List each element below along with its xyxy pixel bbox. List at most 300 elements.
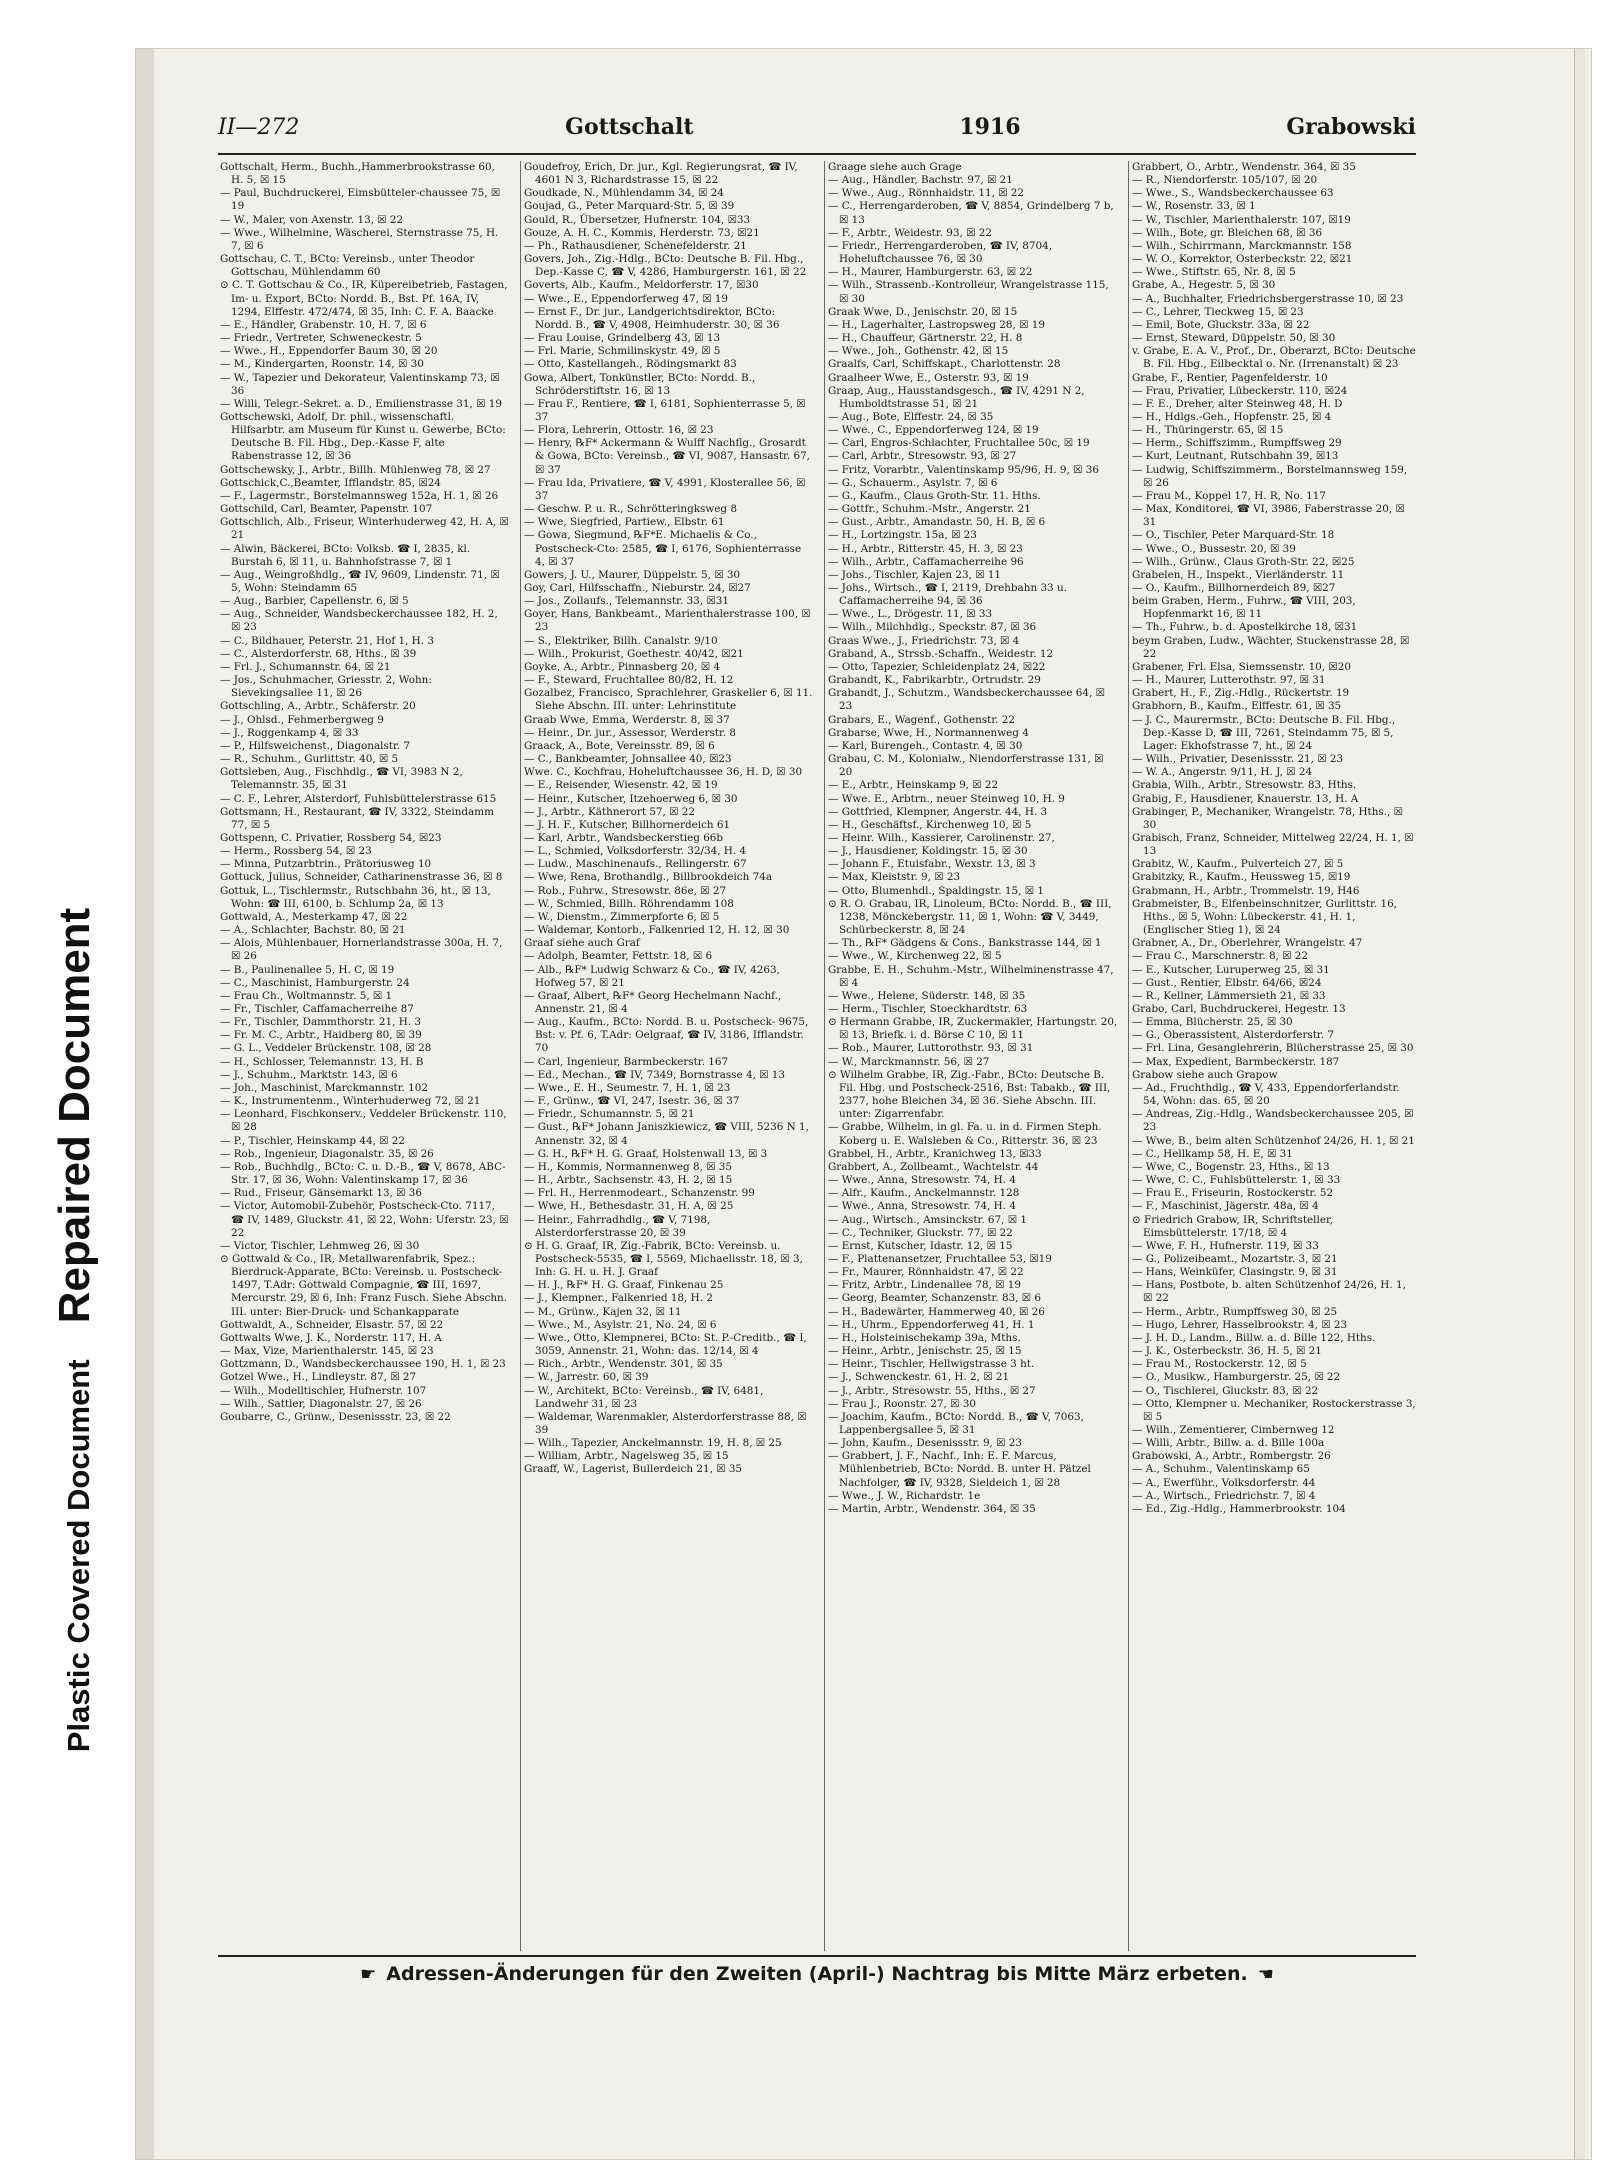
directory-entry: — F. E., Dreher, alter Steinweg 48, H. D	[1132, 397, 1343, 410]
directory-entry: Goyer, Hans, Bankbeamt., Marienthalerstrasse 100, ☒ 23	[524, 608, 811, 634]
directory-entry: — Wwe, F. H., Hufnerstr. 119, ☒ 33	[1132, 1239, 1319, 1252]
directory-entry: — H., Schlosser, Telemannstr. 13, H. B	[220, 1055, 424, 1068]
directory-entry: — Frl. Marie, Schmilinskystr. 49, ☒ 5	[524, 345, 721, 358]
directory-entry: — Max, Konditorei, ☎ VI, 3986, Faberstrasse 20, ☒ 31	[1132, 503, 1405, 529]
directory-entry: — Carl, Ingenieur, Barmbeckerstr. 167	[524, 1055, 729, 1068]
directory-entry: — Waldemar, Kontorb., Falkenried 12, H. 12, ☒ 30	[524, 924, 790, 937]
directory-entry: — Wilh., Prokurist, Goethestr. 40/42, ☒21	[524, 647, 744, 660]
directory-entry: — Rich., Arbtr., Wendenstr. 301, ☒ 35	[524, 1358, 723, 1371]
directory-entry: — Frau Ch., Woltmannstr. 5, ☒ 1	[220, 989, 393, 1002]
directory-entry: Graaf siehe auch Graf	[524, 937, 640, 950]
directory-entry: ⊙ H. G. Graaf, IR, Zig.-Fabrik, BCto: Vereinsb. u. Postscheck-5535, ☎ I, 5569, Michaelisstr. 18, ☒ 3, Inh: G. H. u. H. J. Graaf	[524, 1239, 803, 1279]
directory-entry: — Gust., ℞F* Johann Janiszkiewicz, ☎ VIII, 5236 N 1, Annenstr. 32, ☒ 4	[524, 1121, 809, 1147]
directory-entry: Grabbe, E. H., Schuhm.-Mstr., Wilhelminenstrasse 47, ☒ 4	[828, 963, 1114, 989]
directory-entry: — Rob., Ingenieur, Diagonalstr. 35, ☒ 26	[220, 1147, 434, 1160]
directory-entry: Graab Wwe, Emma, Werderstr. 8, ☒ 37	[524, 713, 730, 726]
directory-entry: — M., Kindergarten, Roonstr. 14, ☒ 30	[220, 358, 424, 371]
directory-entry: — Wilh., Arbtr., Caffamacherreihe 96	[828, 555, 1024, 568]
directory-entry: Gottschick,C.,Beamter, Ifflandstr. 85, ☒24	[220, 476, 441, 489]
directory-entry: — Otto, Tapezier, Schleidenplatz 24, ☒22	[828, 660, 1046, 673]
directory-entry: — J. H. D., Landm., Billw. a. d. Bille 122, Hths.	[1132, 1331, 1376, 1344]
directory-entry: — Johann F., Etuisfabr., Wexstr. 13, ☒ 3	[828, 858, 1036, 871]
directory-entry: — W. O., Korrektor, Osterbeckstr. 22, ☒21	[1132, 253, 1353, 266]
directory-entry: — Aug., Kaufm., BCto: Nordd. B. u. Postscheck- 9675, Bst: v. Pf. 6, T.Adr: Oelgraaf, ☎ IV, 3186, Ifflandstr. 70	[524, 1016, 809, 1055]
directory-entry: — H., Chauffeur, Gärtnerstr. 22, H. 8	[828, 332, 1023, 345]
directory-entry: Gottspenn, C. Privatier, Rossberg 54, ☒23	[220, 831, 442, 844]
directory-entry: — L., Schmied, Volksdorferstr. 32/34, H. 4	[524, 845, 747, 858]
directory-entry: — Herm., Arbtr., Rumpffsweg 30, ☒ 25	[1132, 1305, 1338, 1318]
directory-entry: — Aug., Schneider, Wandsbeckerchaussee 182, H. 2, ☒ 23	[220, 608, 498, 634]
directory-entry: Grabmann, H., Arbtr., Trommelstr. 19, H46	[1132, 884, 1360, 897]
directory-entry: beim Graben, Herm., Fuhrw., ☎ VIII, 203, Hopfenmarkt 16, ☒ 11	[1132, 595, 1356, 621]
directory-entry: — Hans, Postbote, b. alten Schützenhof 24/26, H. 1, ☒ 22	[1132, 1279, 1406, 1305]
pointing-hand-right-icon: ☛	[360, 1964, 377, 1985]
directory-entry: — Wwe., Wilhelmine, Wäscherei, Sternstrasse 75, H. 7, ☒ 6	[220, 226, 499, 252]
directory-entry: — Hans, Weinküfer, Clasingstr. 9, ☒ 31	[1132, 1266, 1338, 1279]
directory-entry: — Th., Fuhrw., b. d. Apostelkirche 18, ☒31	[1132, 621, 1358, 634]
directory-entry: Gould, R., Übersetzer, Hufnerstr. 104, ☒33	[524, 213, 751, 226]
directory-entry: — Gust., Rentier, Elbstr. 64/66, ☒24	[1132, 976, 1322, 989]
directory-entry: Gottsmann, H., Restaurant, ☎ IV, 3322, Steindamm 77, ☒ 5	[220, 805, 494, 831]
directory-entry: — J., Schwenckestr. 61, H. 2, ☒ 21	[828, 1371, 1010, 1384]
directory-entry: Grabner, A., Dr., Oberlehrer, Wrangelstr. 47	[1132, 937, 1363, 950]
directory-entry: — M., Grünw., Kajen 32, ☒ 11	[524, 1305, 682, 1318]
directory-entry: — W., Marckmannstr. 56, ☒ 27	[828, 1055, 990, 1068]
directory-entry: — C., Hellkamp 58, H. E, ☒ 31	[1132, 1147, 1293, 1160]
directory-entry: — Friedr., Vertreter, Schweneckestr. 5	[220, 332, 422, 345]
directory-entry: — Willi, Telegr.-Sekret. a. D., Emilienstrasse 31, ☒ 19	[220, 397, 502, 410]
footer-rule	[218, 1955, 1416, 1957]
directory-entry: Gozalbez, Francisco, Sprachlehrer, Graskeller 6, ☒ 11. Siehe Abschn. III. unter: Lehrinstitute	[524, 687, 813, 713]
document-side-label	[20, 680, 130, 1980]
directory-entry: — W., Rosenstr. 33, ☒ 1	[1132, 200, 1256, 213]
directory-entry: — K., Instrumentenm., Winterhuderweg 72, ☒ 21	[220, 1095, 481, 1108]
directory-entry: — Heinr., Tischler, Hellwigstrasse 3 ht.	[828, 1358, 1035, 1371]
directory-entry: — Frau E., Friseurin, Rostockerstr. 52	[1132, 1187, 1334, 1200]
directory-entry: — Frl. Lina, Gesanglehrerin, Blücherstrasse 25, ☒ 30	[1132, 1042, 1414, 1055]
directory-entry: Grabisch, Franz, Schneider, Mittelweg 22/24, H. 1, ☒ 13	[1132, 831, 1414, 858]
directory-entry: ⊙ Gottwald & Co., IR, Metallwarenfabrik, Spez.: Bierdruck-Apparate, BCto: Vereinsb. u. Postscheck-1497, T.Adr: Gottwald Compagnie, ☎ III, 1697, Mercurstr. 29, ☒ 6, Inh: Franz Fusch. Siehe Abschn. III. unter: Bier-Druck- und Schankapparate	[220, 1252, 508, 1318]
directory-entry: — F., Arbtr., Weidestr. 93, ☒ 22	[828, 226, 992, 239]
directory-entry: — H., Thüringerstr. 65, ☒ 15	[1132, 424, 1284, 437]
plastic-covered-label: Plastic Covered Document	[61, 1359, 96, 1753]
directory-entry: Goudkade, N., Mühlendamm 34, ☒ 24	[524, 187, 724, 200]
directory-entry: — G. H., ℞F* H. G. Graaf, Holstenwall 13, ☒ 3	[524, 1147, 768, 1160]
directory-entry: Gottschewsky, J., Arbtr., Billh. Mühlenweg 78, ☒ 27	[220, 463, 491, 476]
directory-entry: Grabandt, K., Fabrikarbtr., Ortrudstr. 29	[828, 674, 1041, 687]
directory-entry: ⊙ Hermann Grabbe, IR, Zuckermakler, Hartungstr. 20, ☒ 13, Briefk. i. d. Börse C 10, ☒ 11	[828, 1016, 1118, 1042]
directory-entry: Gottschlich, Alb., Friseur, Winterhuderweg 42, H. A, ☒ 21	[220, 516, 509, 542]
directory-entry: — Wilh., Bote, gr. Bleichen 68, ☒ 36	[1132, 226, 1323, 239]
directory-entry: Goverts, Alb., Kaufm., Meldorferstr. 17, ☒30	[524, 279, 759, 292]
directory-entry: — Victor, Automobil-Zubehör, Postscheck-Cto. 7117, ☎ IV, 1489, Gluckstr. 41, ☒ 22, Wohn: Uferstr. 23, ☒ 22	[220, 1200, 509, 1239]
directory-entry: Grabmeister, B., Elfenbeinschnitzer, Gurlittstr. 16, Hths., ☒ 5, Wohn: Lübeckerstr. 41, H. 1, (Englischer Stieg 1), ☒ 24	[1132, 897, 1397, 937]
directory-entry: — Wilh., Tapezier, Anckelmannstr. 19, H. 8, ☒ 25	[524, 1437, 782, 1450]
directory-entry: Grabert, H., F., Zig.-Hdlg., Rückertstr. 19	[1132, 687, 1350, 700]
directory-entry: — Minna, Putzarbtrin., Prätoriusweg 10	[220, 858, 432, 871]
directory-entry: — Aug., Barbier, Capellenstr. 6, ☒ 5	[220, 595, 409, 608]
directory-entry: — F., Steward, Fruchtallee 80/82, H. 12	[524, 674, 734, 687]
directory-entry: Grabhorn, B., Kaufm., Elffestr. 61, ☒ 35	[1132, 700, 1342, 713]
directory-entry: — Paul, Buchdruckerei, Eimsbütteler-chaussee 75, ☒ 19	[220, 187, 501, 213]
directory-page	[135, 48, 1592, 2160]
directory-entry: — Wwe., E., Eppendorferweg 47, ☒ 19	[524, 292, 729, 305]
directory-entry: — Grabbe, Wilhelm, in gl. Fa. u. in d. Firmen Steph. Koberg u. E. Walsleben & Co., Ritterstr. 36, ☒ 23	[828, 1121, 1102, 1147]
directory-entry: — Herm., Tischler, Stoeckhardtstr. 63	[828, 1003, 1028, 1015]
directory-entry: — W. A., Angerstr. 9/11, H. J, ☒ 24	[1132, 766, 1313, 779]
directory-entry: ⊙ C. T. Gottschau & Co., IR, Küpereibetrieb, Fastagen, Im- u. Export, BCto: Nordd. B., Bst. Pf. 16A, IV, 1294, Elffestr. 472/474, ☒ 35, Inh: C. F. A. Baacke	[220, 279, 508, 318]
directory-entry: — Ernst F., Dr. jur., Landgerichtsdirektor, BCto: Nordd. B., ☎ V, 4908, Heimhuderstr. 30, ☒ 36	[524, 305, 780, 331]
directory-entry: — Heinr., Fahrradhdlg., ☎ V, 7198, Alsterdorferstrasse 20, ☒ 39	[524, 1213, 711, 1239]
directory-entry: Gowers, J. U., Maurer, Düppelstr. 5, ☒ 30	[524, 568, 741, 581]
directory-entry: — Gowa, Siegmund, ℞F*E. Michaelis & Co., Postscheck-Cto: 2585, ☎ I, 6176, Sophienterrasse 4, ☒ 37	[524, 529, 802, 568]
directory-column-1	[220, 161, 510, 1951]
directory-entry: — Martin, Arbtr., Wendenstr. 364, ☒ 35	[828, 1502, 1036, 1515]
page-number: II—272	[218, 114, 300, 140]
footer-notice: Adressen-Änderungen für den Zweiten (April-) Nachtrag bis Mitte März erbeten.	[386, 1963, 1248, 1985]
directory-entry: — G., Kaufm., Claus Groth-Str. 11. Hths.	[828, 489, 1041, 502]
directory-entry: — Max, Expedient, Barmbeckerstr. 187	[1132, 1055, 1340, 1068]
directory-entry: Grabinger, P., Mechaniker, Wrangelstr. 78, Hths., ☒ 30	[1132, 805, 1403, 831]
directory-entry: ⊙ R. O. Grabau, IR, Linoleum, BCto: Nordd. B., ☎ III, 1238, Mönckebergstr. 11, ☒ 1, Wohn: ☎ V, 3449, Schürbeckerstr. 8, ☒ 24	[828, 897, 1112, 937]
directory-entry: Grabener, Frl. Elsa, Siemssenstr. 10, ☒20	[1132, 660, 1351, 673]
directory-entry: — J. H. F., Kutscher, Billhornerdeich 61	[524, 818, 731, 831]
directory-entry: — O., Musikw., Hamburgerstr. 25, ☒ 22	[1132, 1371, 1341, 1384]
directory-entry: Gottwald, A., Mesterkamp 47, ☒ 22	[220, 910, 408, 923]
directory-entry: Graband, A., Strssb.-Schaffn., Weidestr. 12	[828, 647, 1054, 660]
directory-entry: — G., Polizeibeamt., Mozartstr. 3, ☒ 21	[1132, 1252, 1338, 1265]
directory-entry: — B., Paulinenallee 5, H. C, ☒ 19	[220, 963, 395, 976]
directory-entry: — Frau M., Koppel 17, H. R, No. 117	[1132, 489, 1326, 502]
directory-entry: Grabow siehe auch Grapow	[1132, 1068, 1278, 1081]
directory-entry: — H., Hdlgs.-Geh., Hopfenstr. 25, ☒ 4	[1132, 410, 1332, 423]
directory-entry: — O., Kaufm., Billhornerdeich 89, ☒27	[1132, 582, 1336, 594]
directory-entry: Grabarse, Wwe, H., Normannenweg 4	[828, 726, 1029, 739]
directory-entry: — E., Reisender, Wiesenstr. 42, ☒ 19	[524, 779, 718, 792]
directory-entry: — Heinr., Arbtr., Jenischstr. 25, ☒ 15	[828, 1345, 1022, 1358]
directory-entry: — A., Buchhalter, Friedrichsbergerstrasse 10, ☒ 23	[1132, 292, 1404, 305]
directory-entry: — J., Schuhm., Marktstr. 143, ☒ 6	[220, 1068, 398, 1081]
directory-entry: — H., Maurer, Hamburgerstr. 63, ☒ 22	[828, 266, 1033, 279]
directory-entry: — G. L., Veddeler Brückenstr. 108, ☒ 28	[220, 1042, 432, 1055]
directory-entry: Grabbert, O., Arbtr., Wendenstr. 364, ☒ 35	[1132, 161, 1356, 173]
directory-entry: — Wwe, Siegfried, Partiew., Elbstr. 61	[524, 516, 725, 529]
directory-entry: — Ludwig, Schiffszimmerm., Borstelmannsweg 159, ☒ 26	[1132, 463, 1408, 489]
directory-entry: — Wilh., Zementierer, Cimbernweg 12	[1132, 1424, 1335, 1436]
directory-entry: — Wilh., Milchhdlg., Speckstr. 87, ☒ 36	[828, 621, 1037, 634]
directory-entry: — W., Tischler, Marienthalerstr. 107, ☒19	[1132, 213, 1351, 226]
directory-entry: — Wwe., E. H., Seumestr. 7, H. 1, ☒ 23	[524, 1081, 731, 1094]
directory-entry: — Ernst, Kutscher, Idastr. 12, ☒ 15	[828, 1239, 1013, 1252]
directory-entry: — Otto, Klempner u. Mechaniker, Rostockerstrasse 3, ☒ 5	[1132, 1397, 1416, 1423]
directory-entry: — Wwe. E., Arbtrn., neuer Steinweg 10, H. 9	[828, 792, 1065, 805]
directory-entry: — Wilh., Strassenb.-Kontrolleur, Wrangelstrasse 115, ☒ 30	[828, 279, 1109, 305]
directory-entry: — P., Tischler, Heinskamp 44, ☒ 22	[220, 1134, 406, 1147]
directory-entry: — H., Kommis, Normannenweg 8, ☒ 35	[524, 1160, 733, 1173]
header-first-entry: Gottschalt	[565, 114, 694, 140]
directory-entry: — A., Schuhm., Valentinskamp 65	[1132, 1463, 1310, 1476]
directory-entry: — Aug., Weingroßhdlg., ☎ IV, 9609, Lindenstr. 71, ☒ 5, Wohn: Steindamm 65	[220, 568, 500, 594]
directory-entry: — F., Lagermstr., Borstelmannsweg 152a, H. 1, ☒ 26	[220, 489, 499, 502]
directory-entry: — Andreas, Zig.-Hdlg., Wandsbeckerchaussee 205, ☒ 23	[1132, 1108, 1414, 1134]
directory-entry: Govers, Joh., Zig.-Hdlg., BCto: Deutsche B. Fil. Hbg., Dep.-Kasse C, ☎ V, 4286, Hamburgerstr. 161, ☒ 22	[524, 253, 807, 279]
directory-entry: — Wwe, H., Bethesdastr. 31, H. A, ☒ 25	[524, 1200, 734, 1213]
directory-entry: — Rud., Friseur, Gänsemarkt 13, ☒ 36	[220, 1187, 422, 1200]
directory-entry: Gottschau, C. T., BCto: Vereinsb., unter Theodor Gottschau, Mühlendamm 60	[220, 253, 475, 279]
directory-entry: Graage siehe auch Grage	[828, 161, 962, 173]
directory-entry: — Wwe., Helene, Süderstr. 148, ☒ 35	[828, 989, 1026, 1002]
directory-entry: — Gottfried, Klempner, Angerstr. 44, H. 3	[828, 805, 1048, 818]
directory-entry: Gottuck, Julius, Schneider, Catharinenstrasse 36, ☒ 8	[220, 871, 503, 884]
header-year: 1916	[959, 114, 1021, 140]
directory-entry: — O., Tischler, Peter Marquard-Str. 18	[1132, 529, 1335, 542]
directory-entry: — Ph., Rathausdiener, Schenefelderstr. 21	[524, 239, 747, 252]
directory-column-4	[1132, 161, 1416, 1951]
directory-entry: — Wwe, C., Bogenstr. 23, Hths., ☒ 13	[1132, 1160, 1330, 1173]
directory-entry: — J., Roggenkamp 4, ☒ 33	[220, 726, 359, 739]
directory-entry: — Fritz, Arbtr., Lindenallee 78, ☒ 19	[828, 1279, 1021, 1292]
directory-entry: Gottschewski, Adolf, Dr. phil., wissenschaftl. Hilfsarbtr. am Museum für Kunst u. Gewerbe, BCto: Deutsche B. Fil. Hbg., Dep.-Kasse F, alte Rabenstrasse 12, ☒ 36	[220, 410, 506, 463]
directory-entry: — F., Plattenansetzer, Fruchtallee 53, ☒19	[828, 1252, 1052, 1265]
directory-entry: — Max, Vize, Marienthalerstr. 145, ☒ 23	[220, 1345, 434, 1358]
directory-entry: — Georg, Beamter, Schanzenstr. 83, ☒ 6	[828, 1292, 1042, 1305]
directory-entry: — Wwe., Stiftstr. 65, Nr. 8, ☒ 5	[1132, 266, 1296, 279]
directory-entry: — H., Holsteinischekamp 39a, Mths.	[828, 1331, 1021, 1344]
page-footer	[218, 1963, 1416, 1985]
directory-entry: Goujad, G., Peter Marquard-Str. 5, ☒ 39	[524, 200, 735, 213]
directory-entry: Gowa, Albert, Tonkünstler, BCto: Nordd. B., Schröderstiftstr. 16, ☒ 13	[524, 371, 756, 397]
directory-entry: — Alois, Mühlenbauer, Hornerlandstrasse 300a, H. 7, ☒ 26	[220, 937, 503, 963]
directory-entry: — Willi, Arbtr., Billw. a. d. Bille 100a	[1132, 1437, 1325, 1450]
directory-entry: — Victor, Tischler, Lehmweg 26, ☒ 30	[220, 1239, 420, 1252]
directory-entry: Gottsleben, Aug., Fischhdlg., ☎ VI, 3983 N 2, Telemannstr. 35, ☒ 31	[220, 766, 463, 792]
directory-entry: — W., Dienstm., Zimmerpforte 6, ☒ 5	[524, 910, 720, 923]
directory-entry: — Frau Ida, Privatiere, ☎ V, 4991, Klosterallee 56, ☒ 37	[524, 476, 806, 502]
directory-entry: — P., Hilfsweichenst., Diagonalstr. 7	[220, 739, 411, 752]
directory-entry: — Jos., Zollaufs., Telemannstr. 33, ☒31	[524, 595, 729, 608]
directory-entry: — Wilh., Grünw., Claus Groth-Str. 22, ☒25	[1132, 555, 1355, 568]
directory-entry: — H., Lortzingstr. 15a, ☒ 23	[828, 529, 977, 542]
directory-entry: — Hugo, Lehrer, Hasselbrookstr. 4, ☒ 23	[1132, 1318, 1348, 1331]
directory-entry: — Wwe., Joh., Gothenstr. 42, ☒ 15	[828, 345, 1009, 358]
directory-entry: — Fr., Tischler, Caffamacherreihe 87	[220, 1003, 414, 1015]
directory-entry: — Heinr., Dr. jur., Assessor, Werderstr. 8	[524, 726, 736, 739]
directory-entry: Gottschild, Carl, Beamter, Papenstr. 107	[220, 503, 433, 516]
directory-entry: — Wwe., H., Eppendorfer Baum 30, ☒ 20	[220, 345, 438, 358]
directory-entry: — W., Tapezier und Dekorateur, Valentinskamp 73, ☒ 36	[220, 371, 500, 397]
directory-entry: — Aug., Händler, Bachstr. 97, ☒ 21	[828, 174, 1013, 187]
directory-entry: — Wwe., M., Asylstr. 21, No. 24, ☒ 6	[524, 1318, 717, 1331]
directory-entry: — Fr., Maurer, Rönnhaidstr. 47, ☒ 22	[828, 1266, 1024, 1279]
directory-entry: — Ed., Zig.-Hdlg., Hammerbrookstr. 104	[1132, 1502, 1346, 1515]
directory-entry: — Fritz, Vorarbtr., Valentinskamp 95/96, H. 9, ☒ 36	[828, 463, 1099, 476]
directory-entry: — Wwe., C., Eppendorferweg 124, ☒ 19	[828, 424, 1039, 437]
directory-entry: — F., Maschinist, Jägerstr. 48a, ☒ 4	[1132, 1200, 1319, 1213]
directory-entry: Grabe, F., Rentier, Pagenfelderstr. 10	[1132, 371, 1328, 384]
directory-entry: — Friedr., Schumannstr. 5, ☒ 21	[524, 1108, 695, 1121]
directory-entry: — Wwe, C. C., Fuhlsbüttelerstr. 1, ☒ 33	[1132, 1174, 1341, 1187]
directory-entry: — Grabbert, J. F., Nachf., Inh: E. F. Marcus, Mühlenbetrieb, BCto: Nordd. B. unter H. Pätzel Nachfolger, ☎ IV, 9328, Sieldeich 1, ☒ 28	[828, 1450, 1091, 1489]
directory-entry: Wwe. C., Kochfrau, Hoheluftchaussee 36, H. D, ☒ 30	[524, 766, 803, 779]
directory-entry: — Johs., Tischler, Kajen 23, ☒ 11	[828, 568, 1002, 581]
directory-entry: — Wwe., Anna, Stresowstr. 74, H. 4	[828, 1200, 1016, 1213]
directory-entry: — Ad., Fruchthdlg., ☎ V, 433, Eppendorferlandstr. 54, Wohn: das. 65, ☒ 20	[1132, 1081, 1400, 1108]
directory-entry: — C., Alsterdorferstr. 68, Hths., ☒ 39	[220, 647, 417, 660]
page-edge	[1574, 49, 1585, 2159]
directory-entry: Goyke, A., Arbtr., Pinnasberg 20, ☒ 4	[524, 660, 720, 673]
directory-entry: — Wwe, B., beim alten Schützenhof 24/26, H. 1, ☒ 21	[1132, 1134, 1415, 1147]
directory-entry: — E., Händler, Grabenstr. 10, H. 7, ☒ 6	[220, 318, 427, 331]
directory-entry: — R., Niendorferstr. 105/107, ☒ 20	[1132, 174, 1318, 187]
directory-entry: — G., Schauerm., Asylstr. 7, ☒ 6	[828, 476, 998, 489]
directory-entry: — J. K., Osterbeckstr. 36, H. 5, ☒ 21	[1132, 1345, 1322, 1358]
directory-entry: — Emma, Blücherstr. 25, ☒ 30	[1132, 1016, 1293, 1029]
directory-entry: — W., Maler, von Axenstr. 13, ☒ 22	[220, 213, 404, 226]
directory-entry: — C., Maschinist, Hamburgerstr. 24	[220, 976, 410, 989]
directory-entry: — Friedr., Herrengarderoben, ☎ IV, 8704, Hoheluftchaussee 76, ☒ 30	[828, 239, 1053, 266]
directory-entry: — Frau F., Rentiere, ☎ I, 6181, Sophienterrasse 5, ☒ 37	[524, 397, 806, 423]
directory-entry: Gottschling, A., Arbtr., Schäferstr. 20	[220, 700, 416, 713]
directory-entry: — J. C., Maurermstr., BCto: Deutsche B. Fil. Hbg., Dep.-Kasse D, ☎ III, 7261, Steindamm 75, ☒ 5, Lager: Ekhofstrasse 7, ht., ☒ 24	[1132, 713, 1396, 752]
directory-entry: — Aug., Wirtsch., Amsinckstr. 67, ☒ 1	[828, 1213, 1027, 1226]
directory-entry: — Frl. J., Schumannstr. 64, ☒ 21	[220, 660, 391, 673]
directory-entry: Gouze, A. H. C., Kommis, Herderstr. 73, ☒21	[524, 226, 760, 239]
directory-entry: — Fr. M. C., Arbtr., Haidberg 80, ☒ 39	[220, 1029, 422, 1042]
directory-entry: — E., Arbtr., Heinskamp 9, ☒ 22	[828, 779, 999, 792]
directory-entry: Graap, Aug., Hausstandsgesch., ☎ IV, 4291 N 2, Humboldtstrasse 51, ☒ 21	[828, 384, 1085, 410]
directory-entry: — H., Lagerhalter, Lastropsweg 28, ☒ 19	[828, 318, 1045, 331]
directory-entry: — H., Maurer, Lutterothstr. 97, ☒ 31	[1132, 674, 1326, 687]
directory-entry: — Frau C., Marschnerstr. 8, ☒ 22	[1132, 950, 1308, 963]
directory-entry: — E., Kutscher, Luruperweg 25, ☒ 31	[1132, 963, 1330, 976]
directory-entry: — Wwe., S., Wandsbeckerchaussee 63	[1132, 187, 1334, 200]
directory-entry: — C., Herrengarderoben, ☎ V, 8854, Grindelberg 7 b, ☒ 13	[828, 200, 1114, 226]
directory-entry: — Wwe., Anna, Stresowstr. 74, H. 4	[828, 1174, 1016, 1187]
directory-entry: — R., Kellner, Lämmersieth 21, ☒ 33	[1132, 989, 1326, 1002]
directory-entry: — Th., ℞F* Gädgens & Cons., Bankstrasse 144, ☒ 1	[828, 937, 1102, 950]
directory-entry: — C. F., Lehrer, Alsterdorf, Fuhlsbüttelerstrasse 615	[220, 792, 497, 805]
directory-entry: — Ernst, Steward, Düppelstr. 50, ☒ 30	[1132, 332, 1336, 345]
directory-entry: — Carl, Arbtr., Stresowstr. 93, ☒ 27	[828, 450, 1017, 463]
directory-entry: — Karl, Arbtr., Wandsbeckerstieg 66b	[524, 831, 724, 844]
column-divider	[824, 161, 825, 1951]
directory-entry: Graalfs, Carl, Schiffskapt., Charlottenstr. 28	[828, 358, 1061, 371]
directory-entry: ⊙ Wilhelm Grabbe, IR, Zig.-Fabr., BCto: Deutsche B. Fil. Hbg. und Postscheck-2516, Bst: Tabakb., ☎ III, 2377, hohe Bleichen 34, ☒ 36. Siehe Abschn. III. unter: Zigarrenfabr.	[828, 1068, 1111, 1121]
directory-entry: — Heinr., Kutscher, Itzehoerweg 6, ☒ 30	[524, 792, 738, 805]
directory-entry: — W., Schmied, Billh. Röhrendamm 108	[524, 897, 734, 910]
directory-entry: — Wwe., O., Bussestr. 20, ☒ 39	[1132, 542, 1296, 555]
directory-entry: Grabo, Carl, Buchdruckerei, Hegestr. 13	[1132, 1003, 1346, 1015]
directory-entry: — William, Arbtr., Nagelsweg 35, ☒ 15	[524, 1450, 729, 1463]
directory-column-3	[828, 161, 1118, 1951]
directory-entry: Graalheer Wwe, E., Osterstr. 93, ☒ 19	[828, 371, 1029, 384]
directory-entry: — Wwe, Rena, Brothandlg., Billbrookdeich 74a	[524, 871, 773, 884]
directory-entry: — Rob., Buchhdlg., BCto: C. u. D.-B., ☎ V, 8678, ABC-Str. 17, ☒ 36, Wohn: Valentinskamp 17, ☒ 36	[220, 1160, 506, 1187]
directory-entry: — O., Tischlerei, Gluckstr. 83, ☒ 22	[1132, 1384, 1319, 1397]
directory-entry: — Wwe., Aug., Rönnhaidstr. 11, ☒ 22	[828, 187, 1025, 200]
directory-entry: — Herm., Schiffszimm., Rumpffsweg 29	[1132, 437, 1342, 450]
directory-entry: — F., Grünw., ☎ VI, 247, Isestr. 36, ☒ 37	[524, 1095, 740, 1108]
directory-entry: Grabig, F., Hausdiener, Knauerstr. 13, H. A	[1132, 792, 1359, 805]
directory-entry: — Rob., Fuhrw., Stresowstr. 86e, ☒ 27	[524, 884, 727, 897]
directory-entry: — Fr., Tischler, Dammthorstr. 21, H. 3	[220, 1016, 422, 1029]
column-divider	[1128, 161, 1129, 1951]
directory-entry: — A., Ewerführ., Volksdorferstr. 44	[1132, 1476, 1316, 1489]
directory-entry: — Wilh., Sattler, Diagonalstr. 27, ☒ 26	[220, 1397, 422, 1410]
directory-entry: — Rob., Maurer, Luttorothstr. 93, ☒ 31	[828, 1042, 1034, 1055]
directory-entry: — W., Jarrestr. 60, ☒ 39	[524, 1371, 649, 1384]
directory-entry: — Henry, ℞F* Ackermann & Wulff Nachflg., Grosardt & Gowa, BCto: Vereinsb., ☎ VI, 9087, Hansastr. 67, ☒ 37	[524, 437, 810, 476]
directory-entry: — A., Wirtsch., Friedrichstr. 7, ☒ 4	[1132, 1489, 1316, 1502]
column-divider	[520, 161, 521, 1951]
directory-entry: beym Graben, Ludw., Wächter, Stuckenstrasse 28, ☒ 22	[1132, 634, 1410, 660]
directory-entry: — Wilh., Modelltischler, Hufnerstr. 107	[220, 1384, 427, 1397]
page-header	[218, 107, 1416, 147]
directory-entry: — Frau M., Rostockerstr. 12, ☒ 5	[1132, 1358, 1307, 1371]
directory-entry: — Wwe., Otto, Klempnerei, BCto: St. P.-Creditb., ☎ I, 3059, Annenstr. 21, Wohn: das. 12/14, ☒ 4	[524, 1331, 807, 1358]
directory-entry: — Alb., ℞F* Ludwig Schwarz & Co., ☎ IV, 4263, Hofweg 57, ☒ 21	[524, 963, 780, 989]
directory-entry: Graak Wwe, D., Jenischstr. 20, ☒ 15	[828, 305, 1018, 318]
directory-entry: Graas Wwe., J., Friedrichstr. 73, ☒ 4	[828, 634, 1020, 647]
directory-entry: — Frau Louise, Grindelberg 43, ☒ 13	[524, 332, 721, 345]
directory-entry: — Herm., Rossberg 54, ☒ 23	[220, 845, 372, 858]
directory-entry: — Geschw. P. u. R., Schrötteringksweg 8	[524, 503, 737, 516]
directory-entry: — Frl. H., Herrenmodeart., Schanzenstr. 99	[524, 1187, 755, 1200]
directory-entry: — G., Oberassistent, Alsterdorferstr. 7	[1132, 1029, 1334, 1042]
directory-entry: Graaff, W., Lagerist, Bullerdeich 21, ☒ 35	[524, 1463, 743, 1476]
directory-entry: — H., Arbtr., Sachsenstr. 43, H. 2, ☒ 15	[524, 1174, 733, 1187]
directory-entry: Grabars, E., Wagenf., Gothenstr. 22	[828, 713, 1015, 726]
directory-entry: — Wilh., Privatier, Desenissstr. 21, ☒ 23	[1132, 753, 1344, 766]
directory-entry: — Otto, Blumenhdl., Spaldingstr. 15, ☒ 1	[828, 884, 1044, 897]
directory-entry: — H., Badewärter, Hammerweg 40, ☒ 26	[828, 1305, 1045, 1318]
directory-entry: Goubarre, C., Grünw., Desenissstr. 23, ☒ 22	[220, 1410, 451, 1423]
directory-entry: — J., Arbtr., Käthnerort 57, ☒ 22	[524, 805, 695, 818]
directory-entry: — H. J., ℞F* H. G. Graaf, Finkenau 25	[524, 1279, 724, 1292]
directory-entry: — Karl, Burengeh., Contastr. 4, ☒ 30	[828, 739, 1023, 752]
directory-entry: — Leonhard, Fischkonserv., Veddeler Brückenstr. 110, ☒ 28	[220, 1108, 507, 1134]
directory-entry: — Graaf, Albert, ℞F* Georg Hechelmann Nachf., Annenstr. 21, ☒ 4	[524, 989, 782, 1015]
directory-entry: — Gust., Arbtr., Amandastr. 50, H. B, ☒ 6	[828, 516, 1046, 529]
directory-entry: — H., Arbtr., Ritterstr. 45, H. 3, ☒ 23	[828, 542, 1023, 555]
directory-entry: — Flora, Lehrerin, Ottostr. 16, ☒ 23	[524, 424, 714, 437]
page-binding-shadow	[136, 49, 154, 2159]
directory-entry: Grabe, A., Hegestr. 5, ☒ 30	[1132, 279, 1276, 292]
directory-column-2	[524, 161, 814, 1951]
header-rule	[218, 153, 1416, 155]
directory-entry: Gotzel Wwe., H., Lindleystr. 87, ☒ 27	[220, 1371, 417, 1384]
directory-entry: v. Grabe, E. A. V., Prof., Dr., Oberarzt, BCto: Deutsche B. Fil. Hbg., Eilbecktal o. Nr. (Irrenanstalt) ☒ 23	[1132, 345, 1416, 371]
directory-entry: — Max, Kleiststr. 9, ☒ 23	[828, 871, 961, 884]
directory-entry: — Wilh., Schirrmann, Marckmannstr. 158	[1132, 239, 1352, 252]
directory-entry: — Kurt, Leutnant, Rutschbahn 39, ☒13	[1132, 450, 1339, 463]
directory-entry: Grabitzky, R., Kaufm., Heussweg 15, ☒19	[1132, 871, 1351, 884]
directory-entry: Gottuk, L., Tischlermstr., Rutschbahn 36, ht., ☒ 13, Wohn: ☎ III, 6100, b. Schlump 2a, ☒ 13	[220, 884, 491, 910]
directory-entry: — Ludw., Maschinenaufs., Rellingerstr. 67	[524, 858, 747, 871]
directory-entry: — Waldemar, Warenmakler, Alsterdorferstrasse 88, ☒ 39	[524, 1410, 807, 1436]
directory-entry: — Carl, Engros-Schlachter, Fruchtallee 50c, ☒ 19	[828, 437, 1090, 450]
directory-entry: — H., Uhrm., Eppendorferweg 41, H. 1	[828, 1318, 1035, 1331]
directory-entry: — J., Hausdiener, Koldingstr. 15, ☒ 30	[828, 845, 1028, 858]
directory-entry: — A., Schlachter, Bachstr. 80, ☒ 21	[220, 924, 406, 937]
directory-entry: — Heinr. Wilh., Kassierer, Carolinenstr. 27,	[828, 831, 1055, 844]
directory-entry: — J., Ohlsd., Fehmerbergweg 9	[220, 713, 384, 726]
directory-entry: — C., Lehrer, Tieckweg 15, ☒ 23	[1132, 305, 1304, 318]
directory-entry: — Alfr., Kaufm., Anckelmannstr. 128	[828, 1187, 1020, 1200]
directory-entry: Gottzmann, D., Wandsbeckerchaussee 190, H. 1, ☒ 23	[220, 1358, 506, 1371]
directory-entry: — Emil, Bote, Gluckstr. 33a, ☒ 22	[1132, 318, 1310, 331]
directory-entry: Grabau, C. M., Kolonialw., Niendorferstrasse 131, ☒ 20	[828, 753, 1104, 779]
